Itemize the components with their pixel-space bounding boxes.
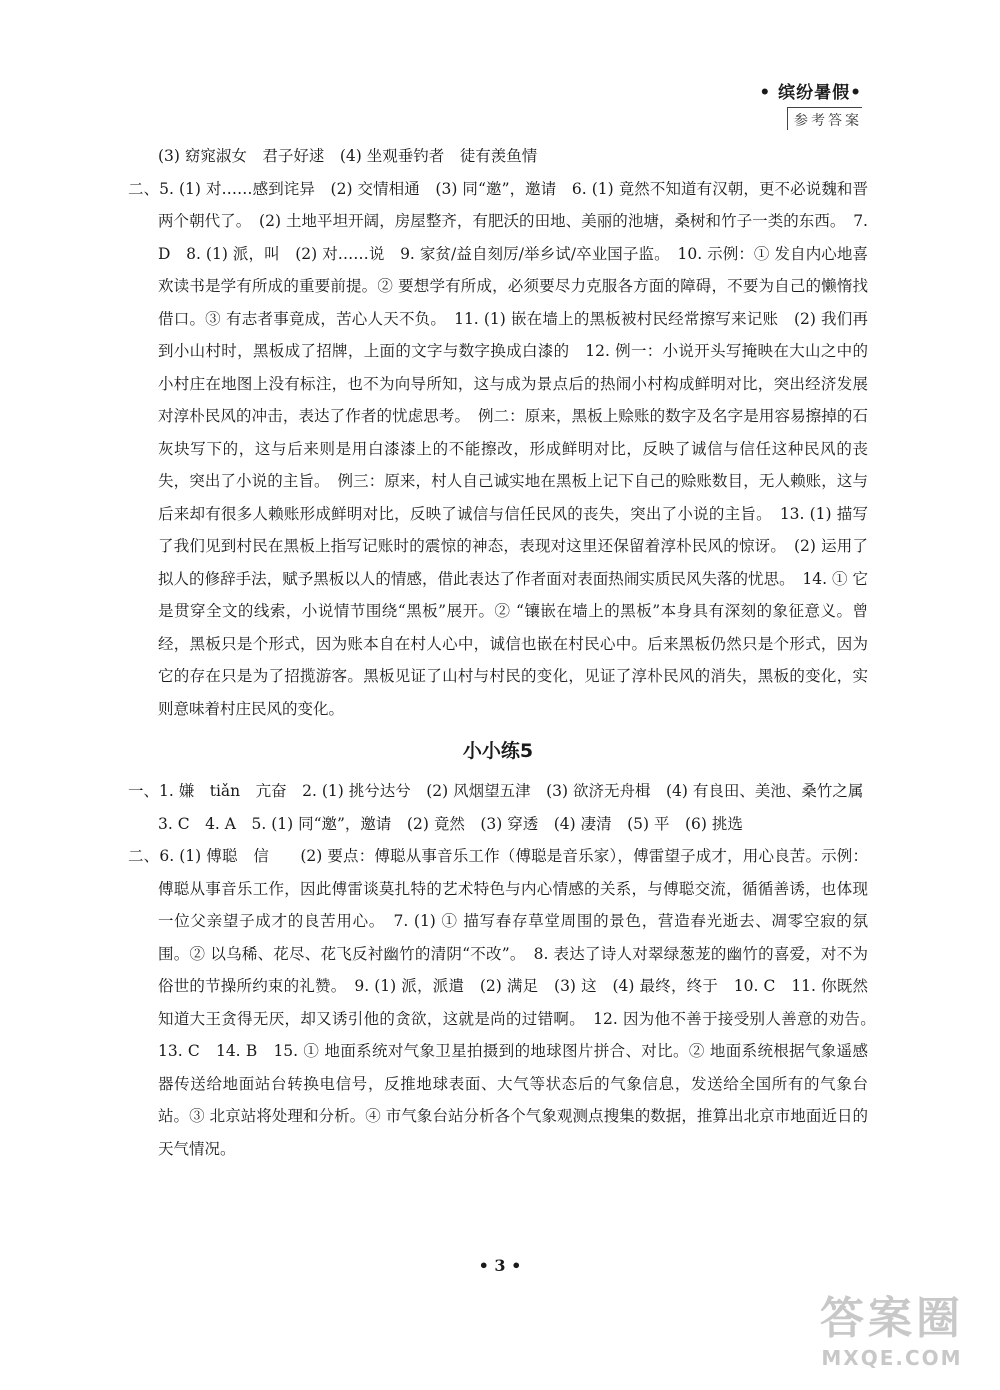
header-brand: • 缤纷暑假• — [759, 83, 862, 103]
watermark-text: 答案圈 — [820, 1293, 964, 1344]
answer-paragraph: 二、5. (1) 对……感到诧异 (2) 交情相通 (3) 同“邀”，邀请 6. (1) 竟然不知道有汉朝，更不必说魏和晋两个朝代了。 (2) 土地平坦开阔，房屋整齐，有肥沃的田地、美丽的池塘，桑树和竹子一类的东西。 7. D 8. (1) 派，叫 (2) 对……说 9. 家贫/益自刻厉/举乡试/卒业国子监。 10. 示例：① 发自内心地喜欢读书是学有所成的重要前提。② 要想学有所成，必须要尽力克服各方面的障碍，不要为自己的懒惰找借口。③ 有志者事竟成，苦心人天不负。 11. (1) 嵌在墙上的黑板被村民经常擦写来记账 (2) 我们再到小山村时，黑板成了招牌，上面的文字与数字换成白漆的 12. 例一：小说开头写掩映在大山之中的小村庄在地图上没有标注，也不为向导所知，这与成为景点后的热闹小村构成鲜明对比，突出经济发展对淳朴民风的冲击，表达了作者的忧虑思考。 例二：原来，黑板上赊账的数字及名字是用容易擦掉的石灰块写下的，这与后来则是用白漆漆上的不能擦改，形成鲜明对比，反映了诚信与信任这种民风的丧失，突出了小说的主旨。 例三：原来，村人自己诚实地在黑板上记下自己的赊账数目，无人赖账，这与后来却有很多人赖账形成鲜明对比，反映了诚信与信任民风的丧失，突出了小说的主旨。 13. (1) 描写了我们见到村民在黑板上指写记账时的震惊的神态，表现对这里还保留着淳朴民风的惊讶。 (2) 运用了拟人的修辞手法，赋予黑板以人的情感，借此表达了作者面对表面热闹实质民风失落的忧思。 14. ① 它是贯穿全文的线索，小说情节围绕“黑板”展开。② “镶嵌在墙上的黑板”本身具有深刻的象征意义。曾经，黑板只是个形式，因为账本自在村人心中，诚信也嵌在村民心中。后来黑板仍然只是个形式，因为它的存在只是为了招揽游客。黑板见证了山村与村民的变化，见证了淳朴民风的消失，黑板的变化，实则意味着村庄民风的变化。 — [128, 179, 868, 718]
page-number: • 3 • — [478, 1256, 522, 1275]
answer-body — [128, 140, 884, 1165]
watermark-url: MXQE.COM — [821, 1346, 963, 1370]
header-subtitle: 参考答案 — [787, 107, 862, 130]
answer-paragraph: (3) 窈窕淑女 君子好逑 (4) 坐观垂钓者 徒有羡鱼情 — [158, 147, 538, 165]
section-title: 小小练5 — [462, 740, 534, 762]
answer-paragraph: 一、1. 嫌 tiǎn 亢奋 2. (1) 挑兮达兮 (2) 风烟望五津 (3) 欲济无舟楫 (4) 有良田、美池、桑竹之属 — [128, 782, 864, 800]
page-header — [759, 78, 862, 130]
watermark-logo — [820, 1282, 964, 1370]
answer-paragraph: 3. C 4. A 5. (1) 同“邀”，邀请 (2) 竟然 (3) 穿透 (4) 凄清 (5) 平 (6) 挑选 — [158, 814, 743, 833]
answer-paragraph: 二、6. (1) 傅聪 信 (2) 要点：傅聪从事音乐工作（傅聪是音乐家），傅雷望子成才，用心良苦。示例：傅聪从事音乐工作，因此傅雷谈莫扎特的艺术特色与内心情感的关系，与傅聪交流，循循善诱，也体现一位父亲望子成才的良苦用心。 7. (1) ① 描写春存草堂周围的景色，营造春光逝去、凋零空寂的氛围。② 以乌稀、花尽、花飞反衬幽竹的清阴“不改”。 8. 表达了诗人对翠绿葱茏的幽竹的喜爱，对不为俗世的节操所约束的礼赞。 9. (1) 派，派遣 (2) 满足 (3) 这 (4) 最终，终于 10. C 11. 你既然知道大王贪得无厌，却又诱引他的贪欲，这就是尚的过错啊。 12. 因为他不善于接受别人善意的劝告。 13. C 14. B 15. ① 地面系统对气象卫星拍摄到的地球图片拼合、对比。② 地面系统根据气象遥感器传送给地面站台转换电信号，反推地球表面、大气等状态后的气象信息，发送给全国所有的气象台站。③ 北京站将处理和分析。④ 市气象台站分析各个气象观测点搜集的数据，推算出北京市地面近日的天气情况。 — [128, 847, 884, 1158]
